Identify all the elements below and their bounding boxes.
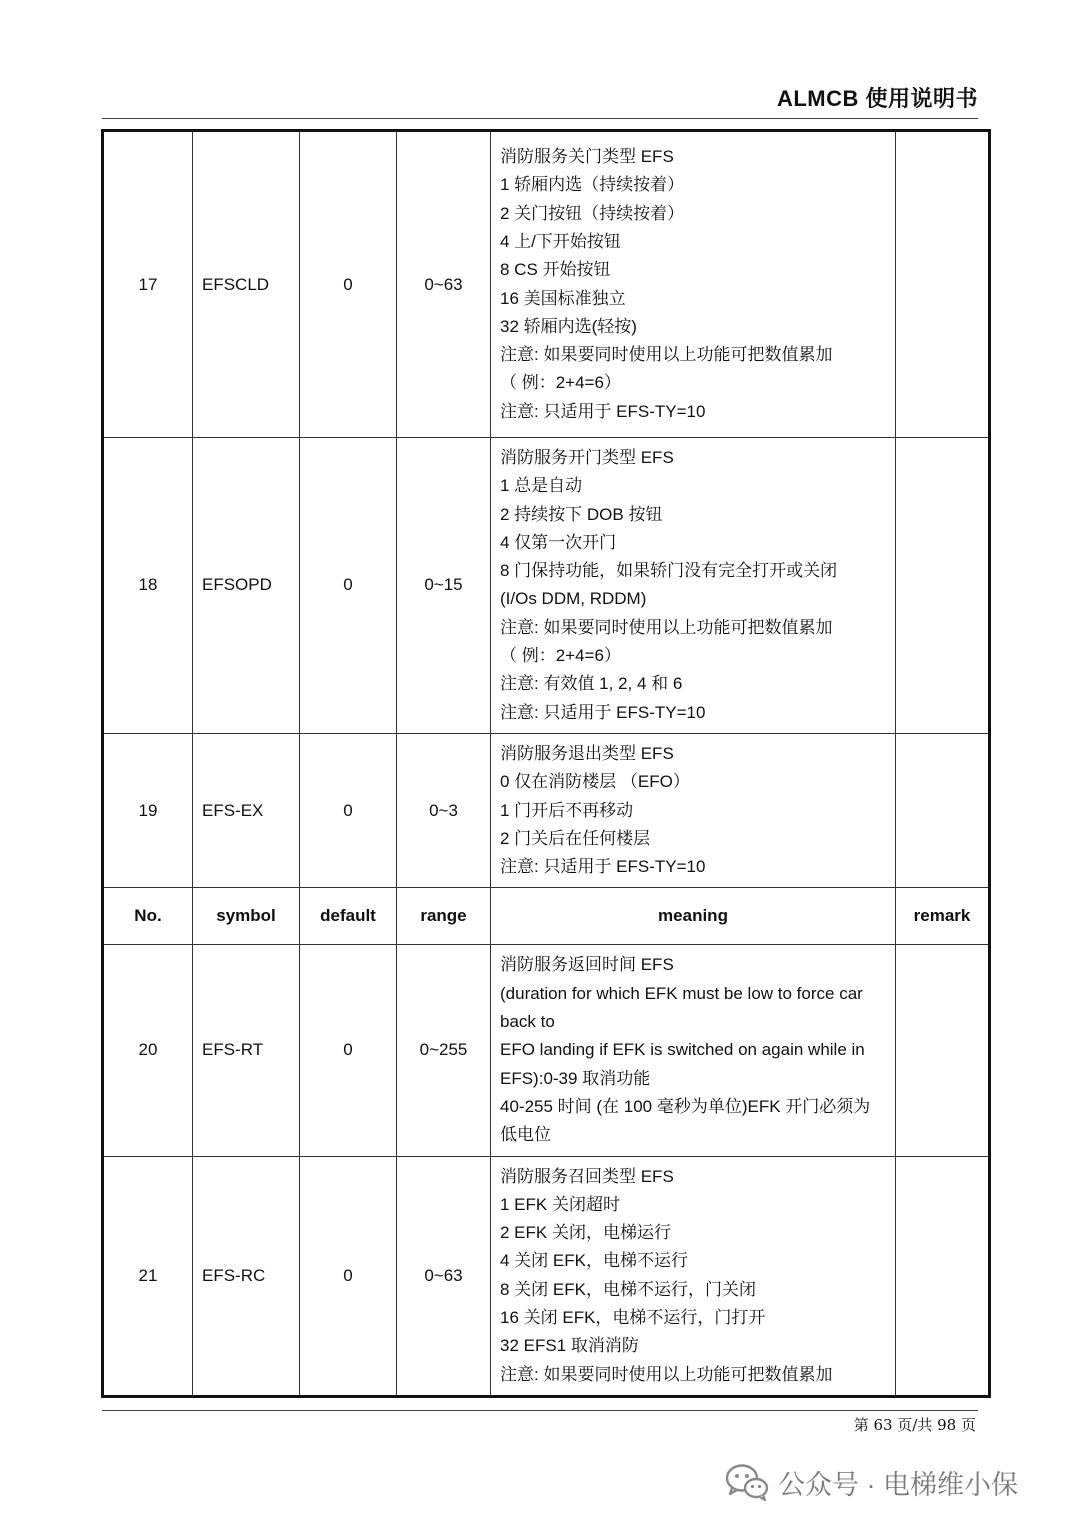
cell-default: 0 (300, 733, 397, 887)
column-header-remark: remark (896, 888, 990, 945)
meaning-line: 注意: 如果要同时使用以上功能可把数值累加 (500, 1364, 833, 1384)
meaning-line: 注意: 如果要同时使用以上功能可把数值累加 (500, 345, 833, 365)
cell-remark (896, 131, 990, 438)
cell-meaning (491, 438, 896, 734)
meaning-line: 注意: 只适用于 EFS-TY=10 (500, 702, 706, 722)
meaning-line: 8 CS 开始按钮 (500, 260, 611, 280)
table-row (103, 438, 990, 734)
meaning-line: 16 美国标准独立 (500, 288, 626, 308)
meaning-line: 注意: 有效值 1, 2, 4 和 6 (500, 674, 683, 694)
column-header-range: range (397, 888, 491, 945)
meaning-line: 8 门保持功能，如果轿门没有完全打开或关闭 (500, 561, 838, 581)
column-header-symbol: symbol (193, 888, 300, 945)
meaning-line: 1 轿厢内选（持续按着） (500, 175, 685, 195)
cell-symbol: EFS-EX (193, 733, 300, 887)
meaning-line: 1 门开后不再移动 (500, 800, 634, 820)
cell-remark (896, 945, 990, 1156)
meaning-line: 2 关门按钮（持续按着） (500, 203, 685, 223)
meaning-line: 16 关闭 EFK，电梯不运行，门打开 (500, 1308, 766, 1328)
cell-range: 0~63 (397, 131, 491, 438)
table-row (103, 733, 990, 887)
table-header-row (103, 888, 990, 945)
column-header-default: default (300, 888, 397, 945)
cell-meaning (491, 945, 896, 1156)
meaning-line: EFO landing if EFK is switched on again while in EFS):0-39 取消功能 (500, 1040, 865, 1088)
meaning-line: 2 门关后在任何楼层 (500, 828, 651, 848)
cell-no: 20 (103, 945, 193, 1156)
meaning-line: 注意: 只适用于 EFS-TY=10 (500, 857, 706, 877)
meaning-line: 4 上/下开始按钮 (500, 231, 621, 251)
meaning-line: 1 EFK 关闭超时 (500, 1194, 620, 1214)
meaning-line: 8 关闭 EFK，电梯不运行，门关闭 (500, 1279, 756, 1299)
meaning-line: 消防服务开门类型 EFS (500, 448, 674, 467)
cell-no: 18 (103, 438, 193, 734)
cell-default: 0 (300, 945, 397, 1156)
cell-remark (896, 1156, 990, 1396)
meaning-line: （ 例：2+4=6） (500, 646, 621, 666)
page-number: 第 63 页/共 98 页 (853, 1416, 976, 1434)
cell-range: 0~63 (397, 1156, 491, 1396)
watermark (724, 1460, 1018, 1504)
cell-no: 19 (103, 733, 193, 887)
cell-meaning (491, 1156, 896, 1396)
cell-remark (896, 438, 990, 734)
meaning-line: 4 关闭 EFK，电梯不运行 (500, 1251, 688, 1271)
meaning-line: 消防服务召回类型 EFS (500, 1166, 674, 1186)
cell-remark (896, 733, 990, 887)
cell-meaning (491, 131, 896, 438)
cell-symbol: EFSCLD (193, 131, 300, 438)
column-header-no: No. (103, 888, 193, 945)
meaning-line: 注意: 如果要同时使用以上功能可把数值累加 (500, 617, 833, 637)
footer-divider (102, 1410, 978, 1411)
meaning-line: 40-255 时间 (在 100 毫秒为单位)EFK 开门必须为低电位 (500, 1096, 871, 1145)
parameter-table (101, 129, 991, 1398)
cell-symbol: EFS-RT (193, 945, 300, 1156)
meaning-line: （ 例：2+4=6） (500, 373, 621, 393)
meaning-line: 2 持续按下 DOB 按钮 (500, 504, 663, 524)
meaning-line: 1 总是自动 (500, 476, 583, 496)
meaning-line: 2 EFK 关闭，电梯运行 (500, 1223, 671, 1243)
table-row (103, 1156, 990, 1396)
cell-default: 0 (300, 1156, 397, 1396)
cell-meaning (491, 733, 896, 887)
meaning-line: 注意: 只适用于 EFS-TY=10 (500, 401, 706, 421)
meaning-line: 0 仅在消防楼层 （EFO） (500, 772, 690, 792)
column-header-meaning: meaning (491, 888, 896, 945)
header-divider (102, 118, 978, 119)
cell-range: 0~3 (397, 733, 491, 887)
meaning-line: 32 EFS1 取消消防 (500, 1336, 639, 1356)
meaning-line: 消防服务关门类型 EFS (500, 147, 674, 167)
cell-no: 21 (103, 1156, 193, 1396)
cell-no: 17 (103, 131, 193, 438)
watermark-text: 公众号 · 电梯维小保 (778, 1469, 1018, 1500)
meaning-line: (duration for which EFK must be low to force car back to (500, 983, 863, 1032)
meaning-line: 32 轿厢内选(轻按) (500, 316, 637, 336)
meaning-line: 4 仅第一次开门 (500, 532, 617, 552)
meaning-line: 消防服务返回时间 EFS (500, 955, 674, 975)
document-title: ALMCB 使用说明书 (776, 86, 978, 111)
meaning-line: (I/Os DDM, RDDM) (500, 589, 647, 609)
cell-range: 0~15 (397, 438, 491, 734)
cell-symbol: EFSOPD (193, 438, 300, 734)
table-row (103, 131, 990, 438)
cell-default: 0 (300, 438, 397, 734)
meaning-line: 消防服务退出类型 EFS (500, 743, 674, 763)
table-row (103, 945, 990, 1156)
cell-range: 0~255 (397, 945, 491, 1156)
cell-symbol: EFS-RC (193, 1156, 300, 1396)
cell-default: 0 (300, 131, 397, 438)
wechat-icon (724, 1462, 770, 1502)
